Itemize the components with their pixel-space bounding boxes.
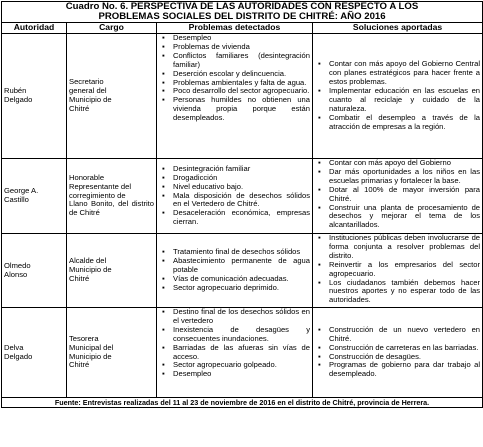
header-cargo: Cargo [67, 23, 157, 34]
autoridad-cell [2, 234, 67, 308]
cargo-line: Municipio de [69, 351, 112, 361]
autoridad-line: Rubén [4, 86, 27, 96]
solucion-item: ▪ Contar con más apoyo del Gobierno Central con planes estratégicos para hacer frente a estos problemas. [329, 60, 480, 87]
problema-item: ▪ Mala disposición de desechos sólidos en el Vertedero de Chitré. [173, 192, 310, 210]
cargo-line: Alcalde del [69, 256, 107, 266]
soluciones-cell [313, 308, 483, 398]
solucion-item: ▪ Implementar educación en las escuelas en cuanto al reciclaje y cuidado de la naturaleza. [329, 87, 480, 114]
header-problemas: Problemas detectados [157, 23, 313, 34]
header-soluciones: Soluciones aportadas [313, 23, 483, 34]
problema-item: ▪ Personas humildes no obtienen una vivienda propia porque están desempleados. [173, 96, 310, 123]
autoridad-cell [2, 308, 67, 398]
solucion-item: ▪ Construcción de un nuevo vertedero en Chitré. [329, 326, 480, 344]
source-note: Fuente: Entrevistas realizadas del 11 al 23 de noviembre de 2016 en el distrito de Chitré, provincia de Herrera. [2, 398, 483, 408]
cargo-line: Representante del [69, 181, 132, 191]
document-page [1, 1, 482, 445]
autoridad-cell [2, 34, 67, 159]
problema-item: ▪ Conflictos familiares (desintegración familiar) [173, 52, 310, 70]
solucion-item: ▪ Los ciudadanos también debemos hacer nuestros aportes y no esperar todo de las autoridades. [329, 279, 480, 306]
table-row [2, 234, 483, 308]
problema-item: ▪ Barriadas de las afueras sin vías de acceso. [173, 344, 310, 362]
cargo-line: Llano Bonito, del distrito de Chitré [69, 199, 154, 218]
soluciones-cell [313, 159, 483, 234]
cargo-cell [67, 308, 157, 398]
problema-item: ▪ Poco desarrollo del sector agropecuario. [173, 87, 310, 96]
solucion-item: ▪ Programas de gobierno para dar trabajo al desempleado. [329, 361, 480, 379]
cargo-line: corregimiento de [69, 190, 126, 200]
cargo-line: Chitré [69, 103, 90, 113]
problemas-cell [157, 308, 313, 398]
cargo-cell [67, 159, 157, 234]
header-autoridad: Autoridad [2, 23, 67, 34]
autoridad-line: Delgado [4, 351, 33, 361]
problema-item: ▪ Desintegración familiar [173, 165, 310, 174]
problema-item: ▪ Abastecimiento permanente de agua potable [173, 257, 310, 275]
problema-item: ▪ Desempleo [173, 370, 310, 379]
problema-item: ▪ Sector agropecuario deprimido. [173, 284, 310, 293]
autoridad-line: Olmedo [4, 260, 31, 270]
cargo-line: general del [69, 86, 107, 96]
cargo-line: Municipio de [69, 265, 112, 275]
cargo-cell [67, 234, 157, 308]
table-row [2, 308, 483, 398]
cargo-cell [67, 34, 157, 159]
caption-line-1: Cuadro No. 6. PERSPECTIVA DE LAS AUTORIDADES CON RESPECTO A LOS [65, 1, 419, 12]
problema-item: ▪ Nivel educativo bajo. [173, 183, 310, 192]
problema-item: ▪ Desaceleración económica, empresas cierran. [173, 209, 310, 227]
solucion-item: ▪ Instituciones públicas deben involucrarse de forma conjunta a resolver problemas del distrito. [329, 234, 480, 261]
solucion-item: ▪ Construcción de desagües. [329, 353, 480, 362]
cargo-line: Chitré [69, 273, 90, 283]
solucion-item: ▪ Combatir el desempleo a través de la atracción de empresas a la región. [329, 114, 480, 132]
solucion-item: ▪ Construir una planta de procesamiento de desechos y mejorar el tema de los alcantarillados. [329, 204, 480, 231]
problema-item: ▪ Inexistencia de desagües y consecuentes inundaciones. [173, 326, 310, 344]
cargo-line: Municipal del [69, 342, 114, 352]
problema-item: ▪ Vías de comunicación adecuadas. [173, 275, 310, 284]
problema-item: ▪ Drogadicción [173, 174, 310, 183]
problema-item: ▪ Desempleo [173, 34, 310, 43]
autoridad-line: Delgado [4, 95, 33, 104]
cargo-line: Chitré [69, 360, 90, 370]
solucion-item: ▪ Reinvertir a los empresarios del sector agropecuario. [329, 261, 480, 279]
solucion-item: ▪ Dotar al 100% de mayor inversión para Chitré. [329, 186, 480, 204]
problemas-cell [157, 34, 313, 159]
problema-item: ▪ Sector agropecuario golpeado. [173, 361, 310, 370]
problemas-cell [157, 234, 313, 308]
solucion-item: ▪ Contar con más apoyo del Gobierno [329, 159, 480, 168]
solucion-item: ▪ Dar más oportunidades a los niños en las escuelas primarias y fortalecer la base. [329, 168, 480, 186]
soluciones-cell [313, 234, 483, 308]
caption-line-2: PROBLEMAS SOCIALES DEL DISTRITO DE CHITRÉ: AÑO 2016 [98, 10, 386, 22]
problema-item: ▪ Destino final de los desechos sólidos en el vertedero [173, 308, 310, 326]
problema-item: ▪ Deserción escolar y delincuencia. [173, 70, 310, 79]
autoridad-line: Alonso [4, 269, 28, 279]
table-row [2, 34, 483, 159]
problema-item: ▪ Problemas de vivienda [173, 43, 310, 52]
table-row [2, 159, 483, 234]
problema-item: ▪ Problemas ambientales y falta de agua. [173, 79, 310, 88]
table-caption [2, 2, 483, 23]
problema-item: ▪ Tratamiento final de desechos sólidos [173, 248, 310, 257]
autoridad-line: George A. [4, 186, 39, 196]
cargo-line: Secretario [69, 77, 104, 87]
autoridad-line: Delva [4, 342, 24, 352]
cargo-line: Honorable [69, 172, 105, 182]
problemas-cell [157, 159, 313, 234]
solucion-item: ▪ Construcción de carreteras en las barriadas. [329, 344, 480, 353]
perspective-table [1, 1, 483, 408]
autoridad-line: Castillo [4, 195, 29, 204]
autoridad-cell [2, 159, 67, 234]
soluciones-cell [313, 34, 483, 159]
cargo-line: Municipio de [69, 95, 112, 104]
cargo-line: Tesorera [69, 333, 99, 343]
